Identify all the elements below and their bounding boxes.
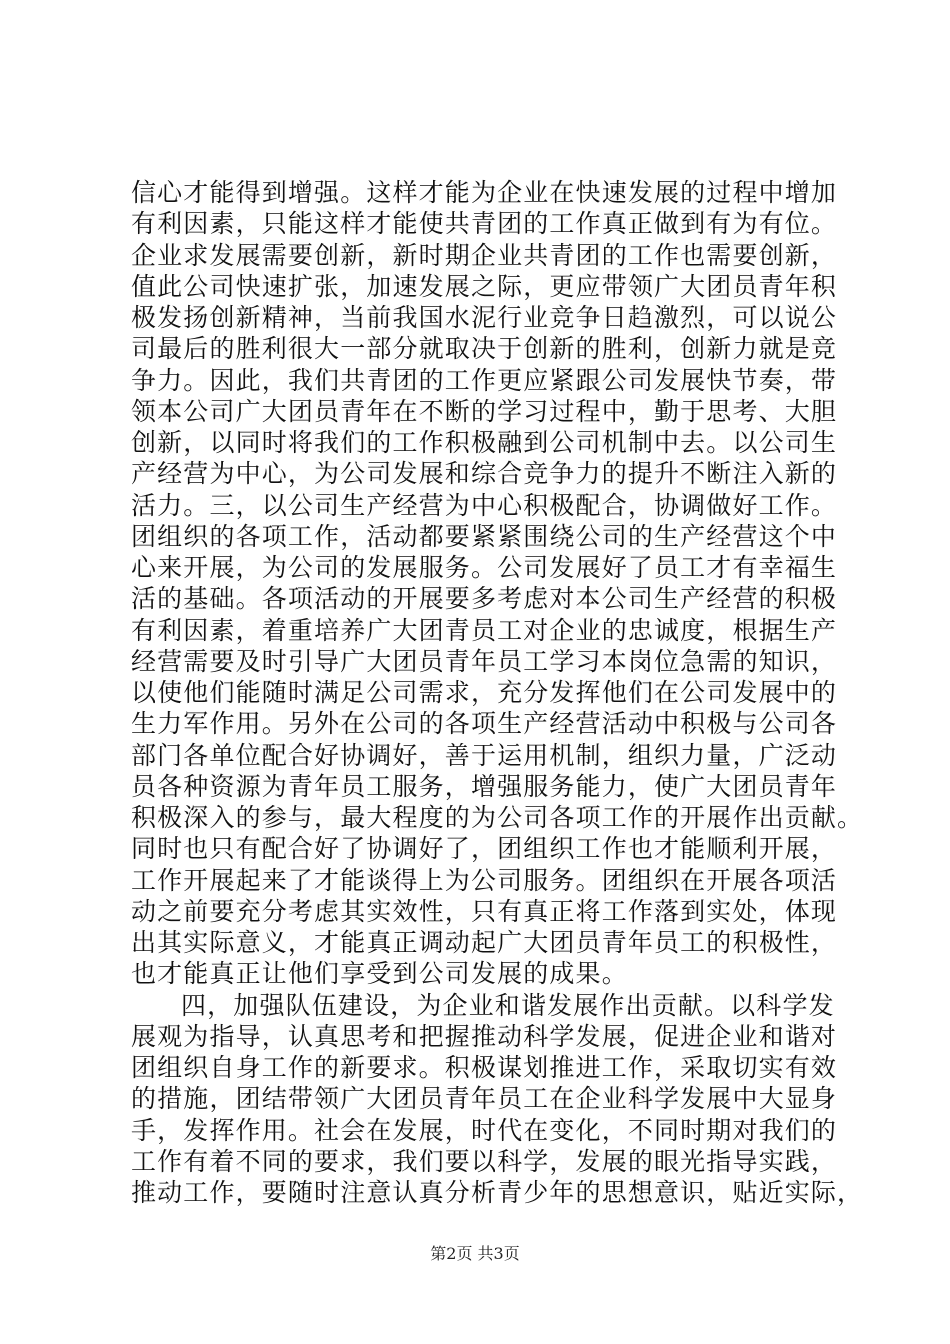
text-line: 手，发挥作用。社会在发展，时代在变化，不同时期对我们的 xyxy=(131,1115,838,1145)
text-line: 信心才能得到增强。这样才能为企业在快速发展的过程中增加 xyxy=(131,178,838,207)
text-line: 生力军作用。另外在公司的各项生产经营活动中积极与公司各 xyxy=(131,709,838,739)
text-line: 有利因素，着重培养广大团青员工对企业的忠诚度，根据生产 xyxy=(131,615,838,645)
text-line: 活的基础。各项活动的开展要多考虑对本公司生产经营的积极 xyxy=(131,584,838,614)
text-line: 员各种资源为青年员工服务，增强服务能力，使广大团员青年 xyxy=(131,771,838,801)
text-line: 经营需要及时引导广大团员青年员工学习本岗位急需的知识， xyxy=(131,646,838,676)
text-line: 团组织的各项工作，活动都要紧紧围绕公司的生产经营这个中 xyxy=(131,521,838,551)
text-line: 心来开展，为公司的发展服务。公司发展好了员工才有幸福生 xyxy=(131,553,838,582)
text-line: 产经营为中心，为公司发展和综合竞争力的提升不断注入新的 xyxy=(131,459,838,489)
text-line: 的措施，团结带领广大团员青年员工在企业科学发展中大显身 xyxy=(131,1084,838,1114)
text-line: 推动工作，要随时注意认真分析青少年的思想意识，贴近实际， xyxy=(131,1178,864,1207)
text-line: 争力。因此，我们共青团的工作更应紧跟公司发展快节奏，带 xyxy=(131,365,838,395)
text-line: 值此公司快速扩张，加速发展之际，更应带领广大团员青年积 xyxy=(131,271,838,301)
text-line: 动之前要充分考虑其实效性，只有真正将工作落到实处，体现 xyxy=(131,896,838,926)
text-line: 部门各单位配合好协调好，善于运用机制，组织力量，广泛动 xyxy=(131,740,838,770)
text-line: 展观为指导，认真思考和把握推动科学发展，促进企业和谐对 xyxy=(131,1021,838,1051)
text-line: 企业求发展需要创新，新时期企业共青团的工作也需要创新， xyxy=(131,240,838,270)
text-line: 工作开展起来了才能谈得上为公司服务。团组织在开展各项活 xyxy=(131,865,838,895)
text-line: 以使他们能随时满足公司需求，充分发挥他们在公司发展中的 xyxy=(131,678,838,707)
text-line: 团组织自身工作的新要求。积极谋划推进工作，采取切实有效 xyxy=(131,1053,838,1082)
text-line: 活力。三，以公司生产经营为中心积极配合，协调做好工作。 xyxy=(131,490,838,520)
text-line: 工作有着不同的要求，我们要以科学，发展的眼光指导实践， xyxy=(131,1146,838,1176)
paragraph-start-line: 四，加强队伍建设，为企业和谐发展作出贡献。以科学发 xyxy=(181,990,835,1020)
text-line: 出其实际意义，才能真正调动起广大团员青年员工的积极性， xyxy=(131,928,838,957)
body-text xyxy=(131,177,864,1208)
text-line: 积极深入的参与，最大程度的为公司各项工作的开展作出贡献。 xyxy=(131,803,864,832)
text-line: 也才能真正让他们享受到公司发展的成果。 xyxy=(131,959,628,989)
text-line: 领本公司广大团员青年在不断的学习过程中，勤于思考、大胆 xyxy=(131,396,838,426)
text-line: 司最后的胜利很大一部分就取决于创新的胜利，创新力就是竞 xyxy=(131,334,838,364)
page-number-footer: 第2页 共3页 xyxy=(430,1244,520,1263)
text-line: 极发扬创新精神，当前我国水泥行业竞争日趋激烈，可以说公 xyxy=(131,303,838,332)
text-line: 同时也只有配合好了协调好了，团组织工作也才能顺利开展， xyxy=(131,834,838,864)
text-line: 创新，以同时将我们的工作积极融到公司机制中去。以公司生 xyxy=(131,428,838,457)
text-line: 有利因素，只能这样才能使共青团的工作真正做到有为有位。 xyxy=(131,209,838,239)
